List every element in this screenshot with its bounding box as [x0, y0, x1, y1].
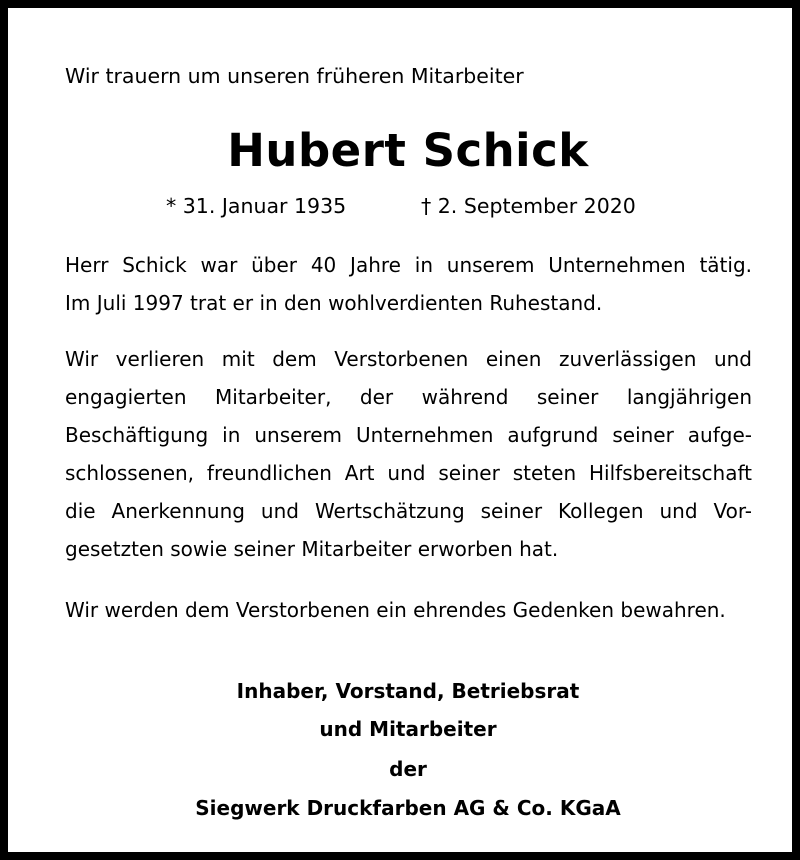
signature-line: und Mitarbeiter	[319, 717, 497, 741]
paragraph-line: Herr Schick war über 40 Jahre in unserem Unternehmen tätig.	[65, 253, 752, 277]
paragraph-line: Im Juli 1997 trat er in den wohlverdienten Ruhestand.	[65, 291, 603, 315]
paragraph-line: engagierten Mitarbeiter, der während seiner langjährigen	[65, 385, 752, 409]
paragraph-line: schlossenen, freundlichen Art und seiner steten Hilfsbereitschaft	[65, 461, 752, 485]
signature-line: Inhaber, Vorstand, Betriebsrat	[236, 679, 580, 703]
birth-date: * 31. Januar 1935	[166, 194, 347, 218]
paragraph-memorial	[65, 591, 752, 629]
paragraph-line: die Anerkennung und Wertschätzung seiner Kollegen und Vor-	[65, 499, 752, 523]
company-name: Siegwerk Druckfarben AG & Co. KGaA	[195, 796, 621, 820]
paragraph-line: Beschäftigung in unserem Unternehmen aufgrund seiner aufge-	[65, 423, 752, 447]
paragraph-tribute	[65, 340, 752, 568]
paragraph-line: gesetzten sowie seiner Mitarbeiter erworben hat.	[65, 537, 559, 561]
intro-line: Wir trauern um unseren früheren Mitarbeiter	[65, 64, 524, 88]
death-date: † 2. September 2020	[421, 194, 636, 218]
signature-line: der	[389, 757, 427, 781]
paragraph-career	[65, 246, 752, 322]
deceased-name: Hubert Schick	[227, 124, 589, 177]
paragraph-line: Wir werden dem Verstorbenen ein ehrendes Gedenken bewahren.	[65, 598, 726, 622]
paragraph-line: Wir verlieren mit dem Verstorbenen einen zuverlässigen und	[65, 347, 752, 371]
